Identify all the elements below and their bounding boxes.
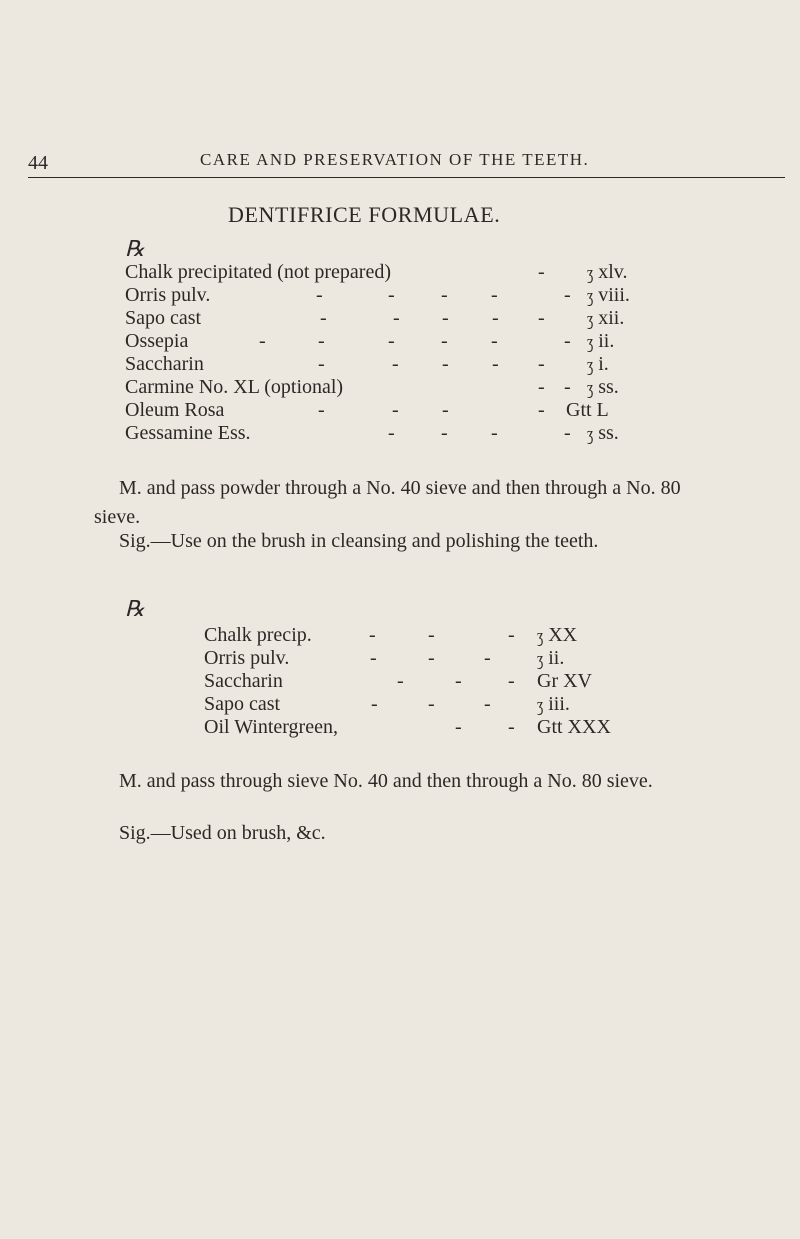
- ingredient-name: Carmine No. XL (optional): [125, 376, 344, 398]
- leader-dash: -: [538, 376, 545, 398]
- leader-dash: -: [491, 422, 498, 444]
- leader-dash: -: [318, 399, 325, 421]
- leader-dash: -: [492, 307, 499, 329]
- leader-dash: -: [538, 261, 545, 283]
- leader-dash: -: [484, 647, 491, 669]
- directions-paragraph: M. and pass powder through a No. 40 sieve and then through a No. 80 sieve.: [94, 477, 681, 528]
- leader-dash: -: [508, 670, 515, 692]
- ingredient-quantity: ʒ ii.: [537, 647, 565, 671]
- leader-dash: -: [491, 284, 498, 306]
- leader-dash: -: [388, 330, 395, 352]
- dram-symbol: ʒ: [587, 264, 594, 285]
- leader-dash: -: [369, 624, 376, 646]
- dram-symbol: ʒ: [587, 310, 594, 331]
- dram-symbol: ʒ: [537, 696, 544, 717]
- ingredient-quantity: ʒ viii.: [587, 284, 630, 308]
- leader-dash: -: [484, 693, 491, 715]
- ingredient-name: Oleum Rosa: [125, 399, 225, 421]
- ingredient-name: Sapo cast: [125, 307, 202, 329]
- ingredient-name: Gessamine Ess.: [125, 422, 251, 444]
- dram-symbol: ʒ: [587, 379, 594, 400]
- leader-dash: -: [388, 284, 395, 306]
- leader-dash: -: [441, 284, 448, 306]
- ingredient-name: Orris pulv.: [125, 284, 211, 306]
- leader-dash: -: [455, 716, 462, 738]
- ingredient-quantity: ʒ ss.: [587, 376, 619, 400]
- ingredient-quantity: ʒ xii.: [587, 307, 625, 331]
- ingredient-name: Oil Wintergreen,: [204, 716, 338, 738]
- ingredient-quantity: Gr XV: [537, 670, 592, 692]
- leader-dash: -: [441, 330, 448, 352]
- leader-dash: -: [441, 422, 448, 444]
- leader-dash: -: [442, 307, 449, 329]
- rx-symbol: ℞: [125, 236, 145, 261]
- section-title: DENTIFRICE FORMULAE.: [228, 202, 501, 227]
- leader-dash: -: [318, 330, 325, 352]
- leader-dash: -: [455, 670, 462, 692]
- dram-symbol: ʒ: [587, 356, 594, 377]
- leader-dash: -: [508, 624, 515, 646]
- leader-dash: -: [442, 353, 449, 375]
- leader-dash: -: [492, 353, 499, 375]
- ingredient-name: Chalk precipitated (not prepared): [125, 261, 391, 283]
- leader-dash: -: [393, 307, 400, 329]
- ingredient-quantity: ʒ i.: [587, 353, 609, 377]
- running-head: CARE AND PRESERVATION OF THE TEETH.: [200, 150, 590, 169]
- leader-dash: -: [538, 399, 545, 421]
- dram-symbol: ʒ: [587, 287, 594, 308]
- ingredient-name: Orris pulv.: [204, 647, 290, 669]
- leader-dash: -: [564, 422, 571, 444]
- leader-dash: -: [371, 693, 378, 715]
- leader-dash: -: [564, 284, 571, 306]
- directions-paragraph: M. and pass through sieve No. 40 and then through a No. 80 sieve.: [119, 770, 653, 792]
- leader-dash: -: [564, 330, 571, 352]
- leader-dash: -: [428, 647, 435, 669]
- dram-symbol: ʒ: [537, 627, 544, 648]
- signature-paragraph: Sig.—Use on the brush in cleansing and polishing the teeth.: [119, 530, 599, 552]
- leader-dash: -: [318, 353, 325, 375]
- leader-dash: -: [388, 422, 395, 444]
- header-rule: [28, 177, 785, 178]
- ingredient-quantity: ʒ xlv.: [587, 261, 628, 285]
- ingredient-name: Saccharin: [204, 670, 283, 692]
- leader-dash: -: [538, 353, 545, 375]
- ingredient-name: Chalk precip.: [204, 624, 312, 646]
- leader-dash: -: [538, 307, 545, 329]
- rx-symbol: ℞: [125, 596, 145, 621]
- leader-dash: -: [259, 330, 266, 352]
- leader-dash: -: [397, 670, 404, 692]
- leader-dash: -: [564, 376, 571, 398]
- ingredient-name: Saccharin: [125, 353, 204, 375]
- leader-dash: -: [491, 330, 498, 352]
- ingredient-quantity: Gtt L: [566, 399, 609, 421]
- ingredient-name: Sapo cast: [204, 693, 281, 715]
- dram-symbol: ʒ: [537, 650, 544, 671]
- leader-dash: -: [392, 353, 399, 375]
- dram-symbol: ʒ: [587, 425, 594, 446]
- leader-dash: -: [442, 399, 449, 421]
- ingredient-quantity: ʒ iii.: [537, 693, 570, 717]
- signature-paragraph: Sig.—Used on brush, &c.: [119, 822, 326, 844]
- leader-dash: -: [370, 647, 377, 669]
- leader-dash: -: [508, 716, 515, 738]
- leader-dash: -: [316, 284, 323, 306]
- dram-symbol: ʒ: [587, 333, 594, 354]
- ingredient-quantity: ʒ ii.: [587, 330, 615, 354]
- leader-dash: -: [320, 307, 327, 329]
- ingredient-quantity: ʒ XX: [537, 624, 578, 648]
- page-number: 44: [28, 152, 48, 174]
- leader-dash: -: [392, 399, 399, 421]
- ingredient-quantity: ʒ ss.: [587, 422, 619, 446]
- leader-dash: -: [428, 693, 435, 715]
- leader-dash: -: [428, 624, 435, 646]
- ingredient-quantity: Gtt XXX: [537, 716, 611, 738]
- ingredient-name: Ossepia: [125, 330, 189, 352]
